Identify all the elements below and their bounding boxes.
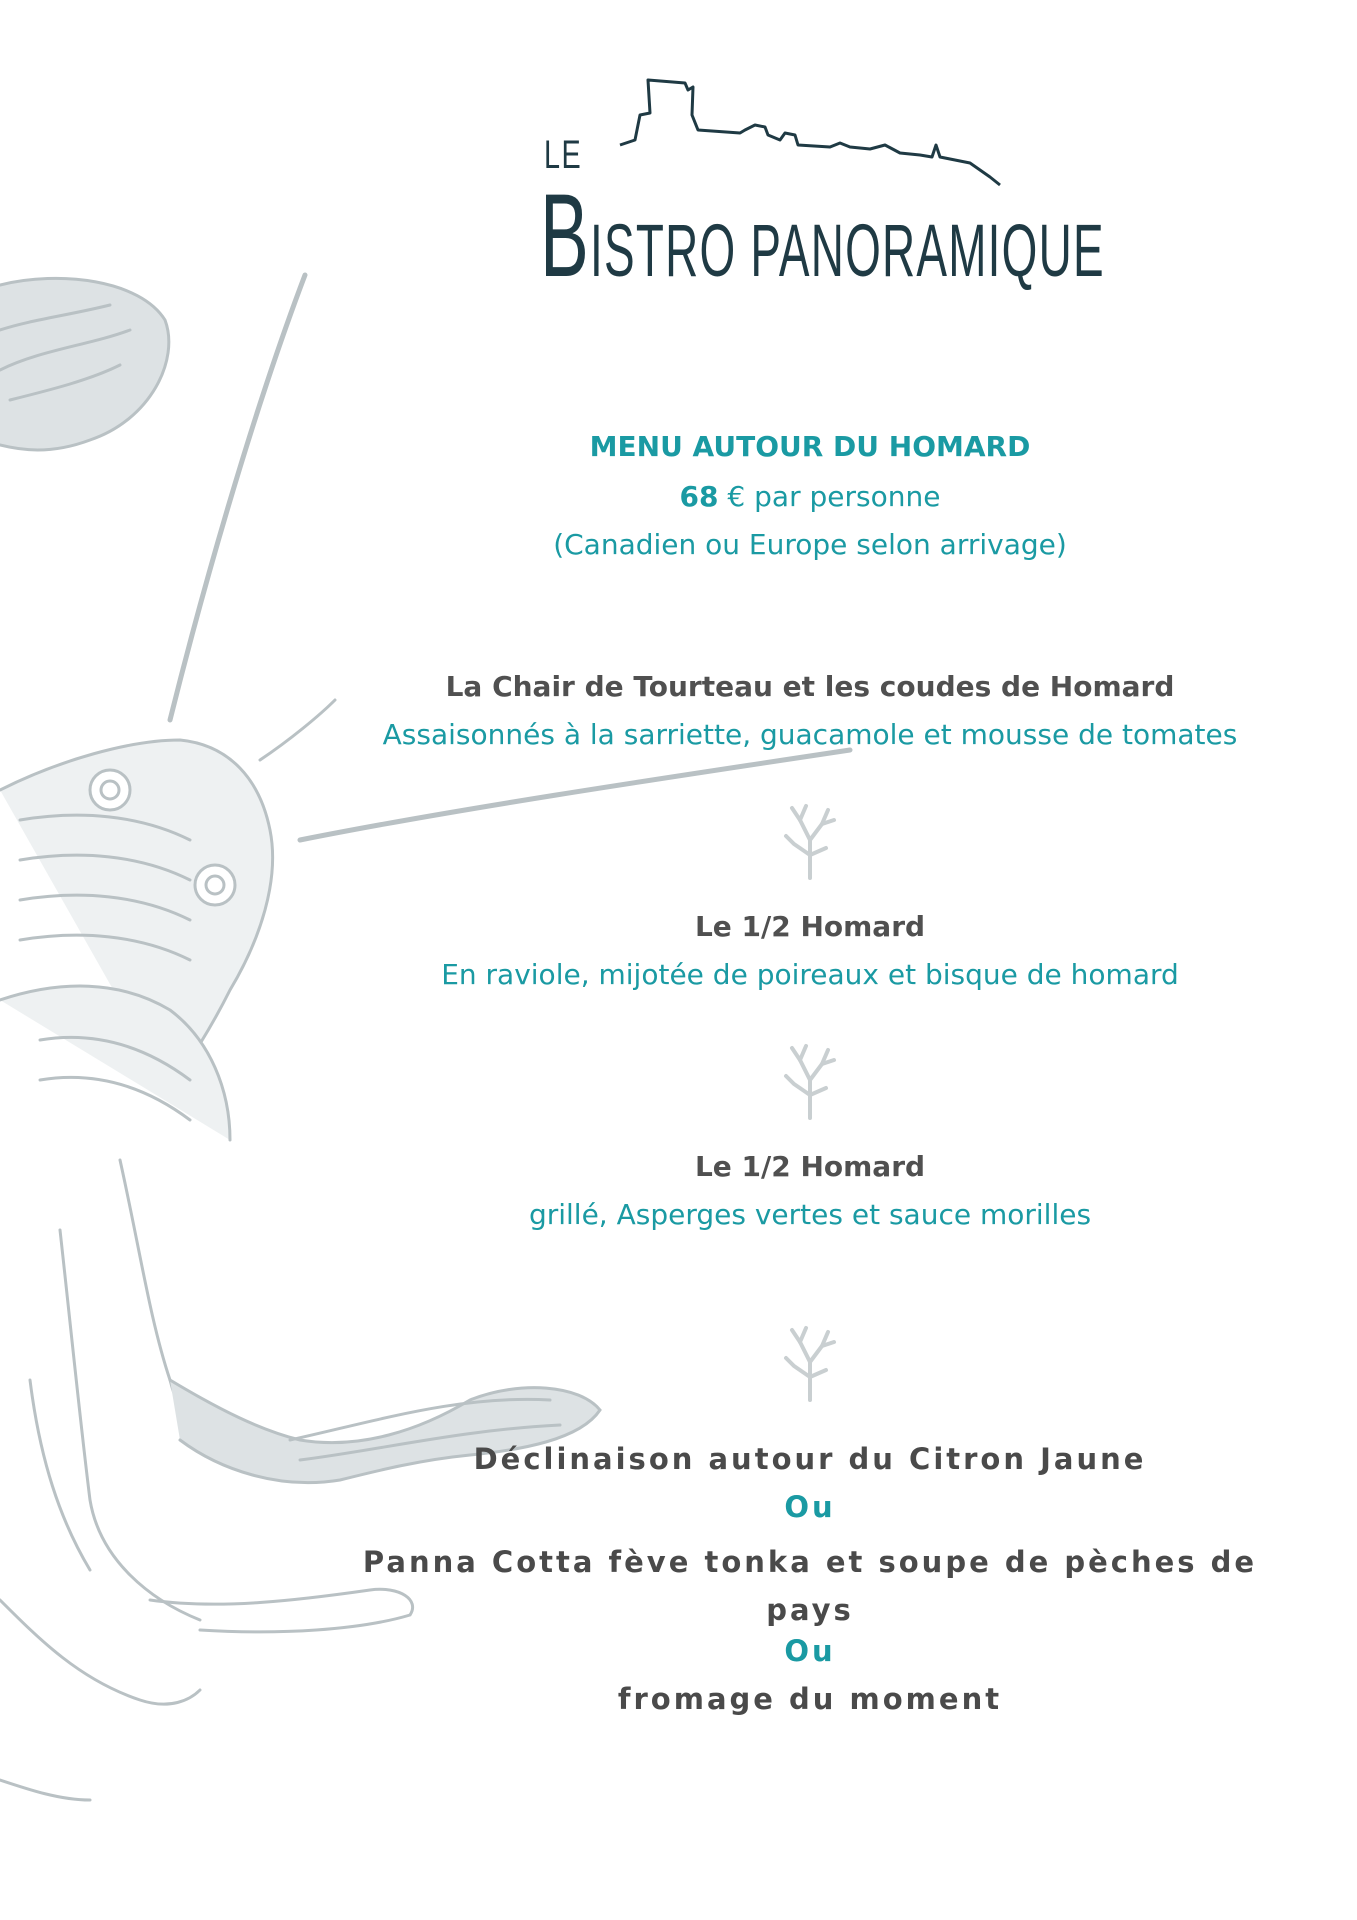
course-name: Le 1/2 Homard: [694, 1150, 926, 1183]
logo-name: [540, 170, 1105, 302]
logo-initial: B: [540, 170, 591, 302]
or-separator: Ou: [784, 1490, 836, 1524]
logo-le: LE: [544, 133, 583, 177]
coral-icon: [782, 1322, 838, 1402]
course-name: Le 1/2 Homard: [694, 910, 926, 943]
coral-icon: [782, 800, 838, 880]
price-line: [350, 480, 1270, 513]
dessert-option-2: [350, 1538, 1270, 1634]
course-name: La Chair de Tourteau et les coudes de Homard: [445, 670, 1175, 703]
dessert-option-2-line-2: pays: [766, 1593, 854, 1627]
dessert-option-3: fromage du moment: [617, 1682, 1003, 1716]
price-number: 68: [679, 480, 719, 513]
restaurant-logo: [540, 75, 1105, 305]
or-separator: Ou: [784, 1634, 836, 1668]
logo-name-rest: ISTRO PANORAMIQUE: [590, 209, 1105, 292]
course-description: En raviole, mijotée de poireaux et bisque de homard: [441, 958, 1179, 991]
course-description: Assaisonnés à la sarriette, guacamole et mousse de tomates: [382, 718, 1238, 751]
dessert-option-1: Déclinaison autour du Citron Jaune: [473, 1442, 1147, 1476]
lobster-origin: (Canadien ou Europe selon arrivage): [553, 528, 1067, 561]
course-description: grillé, Asperges vertes et sauce morilles: [528, 1198, 1092, 1231]
menu-title: MENU AUTOUR DU HOMARD: [589, 430, 1031, 463]
price-suffix: € par personne: [718, 480, 941, 513]
coral-icon: [782, 1040, 838, 1120]
dessert-option-2-line-1: Panna Cotta fève tonka et soupe de pèches de: [362, 1545, 1258, 1579]
